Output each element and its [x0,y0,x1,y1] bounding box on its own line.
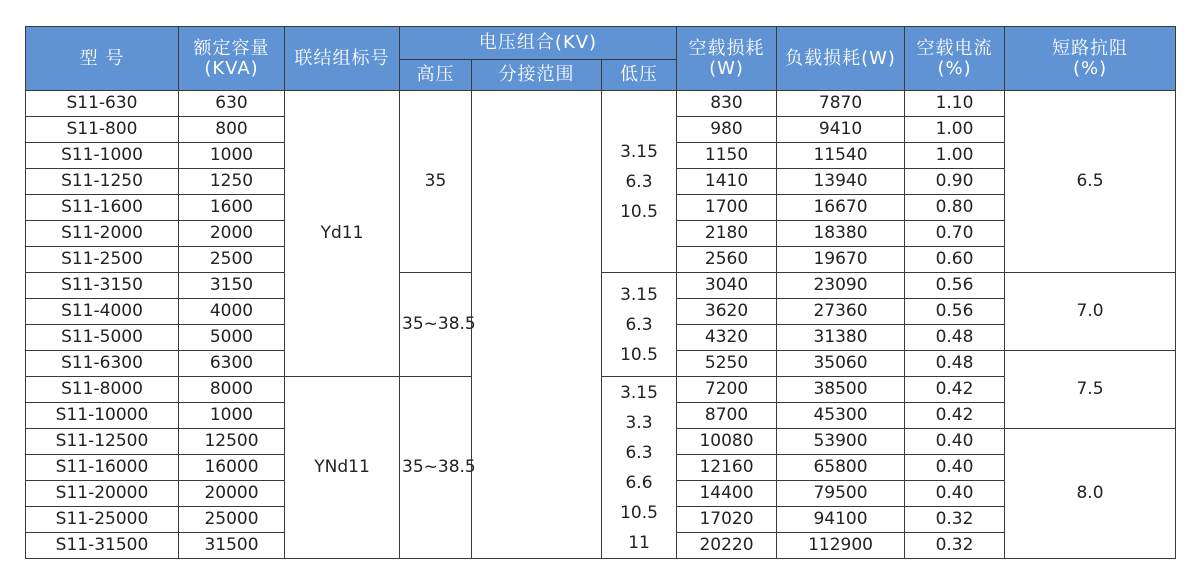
capacity-cell: 1600 [179,195,285,221]
capacity-cell: 16000 [179,455,285,481]
noload-current-cell: 1.10 [905,91,1005,117]
noload-loss-cell: 3040 [677,273,777,299]
group-cell: Yd11 [285,91,400,377]
group-cell: YNd11 [285,377,400,559]
noload-current-cell: 1.00 [905,117,1005,143]
header-impedance: 短路抗阻 (%) [1005,27,1176,91]
model-cell: S11-1000 [26,143,179,169]
lv-value: 3.15 [620,141,658,162]
capacity-cell: 630 [179,91,285,117]
capacity-cell: 800 [179,117,285,143]
noload-current-cell: 0.48 [905,351,1005,377]
header-voltage: 电压组合(KV) [400,27,677,60]
capacity-cell: 2000 [179,221,285,247]
noload-current-cell: 0.56 [905,273,1005,299]
noload-loss-cell: 1700 [677,195,777,221]
model-cell: S11-1250 [26,169,179,195]
model-cell: S11-31500 [26,533,179,559]
load-loss-cell: 112900 [777,533,905,559]
model-cell: S11-5000 [26,325,179,351]
load-loss-cell: 94100 [777,507,905,533]
capacity-cell: 1250 [179,169,285,195]
tap-range-cell [472,91,602,559]
table-row [26,91,1176,117]
noload-loss-cell: 8700 [677,403,777,429]
noload-current-cell: 0.48 [905,325,1005,351]
model-cell: S11-8000 [26,377,179,403]
noload-current-cell: 0.56 [905,299,1005,325]
lv-cell [602,273,677,377]
noload-loss-cell: 10080 [677,429,777,455]
header-lv: 低压 [602,60,677,91]
model-cell: S11-6300 [26,351,179,377]
header-capacity: 额定容量 (KVA) [179,27,285,91]
load-loss-cell: 19670 [777,247,905,273]
capacity-cell: 31500 [179,533,285,559]
noload-loss-cell: 1410 [677,169,777,195]
noload-current-cell: 0.42 [905,377,1005,403]
impedance-cell: 8.0 [1005,429,1176,559]
model-cell: S11-800 [26,117,179,143]
noload-current-cell: 0.40 [905,455,1005,481]
noload-current-cell: 0.42 [905,403,1005,429]
header-tap: 分接范围 [472,60,602,91]
load-loss-cell: 65800 [777,455,905,481]
lv-value: 6.3 [625,442,653,463]
impedance-cell: 6.5 [1005,91,1176,273]
lv-value: 3.3 [625,412,653,433]
capacity-cell: 25000 [179,507,285,533]
load-loss-cell: 11540 [777,143,905,169]
lv-value: 10.5 [620,344,658,365]
capacity-cell: 12500 [179,429,285,455]
noload-loss-cell: 3620 [677,299,777,325]
capacity-cell: 20000 [179,481,285,507]
noload-loss-cell: 1150 [677,143,777,169]
capacity-cell: 2500 [179,247,285,273]
noload-current-cell: 0.60 [905,247,1005,273]
model-cell: S11-2000 [26,221,179,247]
lv-value: 11 [628,532,650,553]
impedance-cell: 7.0 [1005,273,1176,351]
noload-current-cell: 0.40 [905,481,1005,507]
header-model: 型 号 [26,27,179,91]
lv-value: 3.15 [620,382,658,403]
capacity-cell: 3150 [179,273,285,299]
lv-value: 6.3 [625,314,653,335]
noload-loss-cell: 20220 [677,533,777,559]
impedance-cell: 7.5 [1005,351,1176,429]
capacity-cell: 1000 [179,143,285,169]
noload-loss-cell: 17020 [677,507,777,533]
model-cell: S11-630 [26,91,179,117]
noload-current-cell: 0.32 [905,507,1005,533]
model-cell: S11-1600 [26,195,179,221]
noload-loss-cell: 12160 [677,455,777,481]
table-body [26,27,1176,559]
capacity-cell: 1000 [179,403,285,429]
noload-loss-cell: 14400 [677,481,777,507]
load-loss-cell: 18380 [777,221,905,247]
noload-current-cell: 1.00 [905,143,1005,169]
load-loss-cell: 13940 [777,169,905,195]
lv-cell [602,377,677,559]
header-group: 联结组标号 [285,27,400,91]
load-loss-cell: 7870 [777,91,905,117]
noload-current-cell: 0.40 [905,429,1005,455]
model-cell: S11-12500 [26,429,179,455]
load-loss-cell: 31380 [777,325,905,351]
load-loss-cell: 9410 [777,117,905,143]
load-loss-cell: 45300 [777,403,905,429]
capacity-cell: 8000 [179,377,285,403]
noload-current-cell: 0.90 [905,169,1005,195]
load-loss-cell: 53900 [777,429,905,455]
model-cell: S11-20000 [26,481,179,507]
header-noload-current: 空载电流 (%) [905,27,1005,91]
model-cell: S11-16000 [26,455,179,481]
lv-value: 6.6 [625,472,653,493]
noload-loss-cell: 7200 [677,377,777,403]
noload-loss-cell: 2560 [677,247,777,273]
hv-cell: 35~38.5 [400,273,472,377]
noload-loss-cell: 830 [677,91,777,117]
noload-loss-cell: 980 [677,117,777,143]
capacity-cell: 6300 [179,351,285,377]
load-loss-cell: 16670 [777,195,905,221]
lv-value: 10.5 [620,201,658,222]
load-loss-cell: 35060 [777,351,905,377]
noload-loss-cell: 4320 [677,325,777,351]
load-loss-cell: 79500 [777,481,905,507]
load-loss-cell: 23090 [777,273,905,299]
hv-cell: 35 [400,91,472,273]
model-cell: S11-2500 [26,247,179,273]
capacity-cell: 5000 [179,325,285,351]
model-cell: S11-3150 [26,273,179,299]
header-hv: 高压 [400,60,472,91]
capacity-cell: 4000 [179,299,285,325]
transformer-spec-table [25,26,1176,559]
noload-current-cell: 0.70 [905,221,1005,247]
noload-loss-cell: 2180 [677,221,777,247]
lv-cell [602,91,677,273]
noload-current-cell: 0.80 [905,195,1005,221]
hv-cell: 35~38.5 [400,377,472,559]
noload-loss-cell: 5250 [677,351,777,377]
header-noload-loss: 空载损耗 (W) [677,27,777,91]
lv-value: 3.15 [620,284,658,305]
load-loss-cell: 27360 [777,299,905,325]
model-cell: S11-25000 [26,507,179,533]
model-cell: S11-10000 [26,403,179,429]
noload-current-cell: 0.32 [905,533,1005,559]
header-load-loss: 负载损耗(W) [777,27,905,91]
model-cell: S11-4000 [26,299,179,325]
load-loss-cell: 38500 [777,377,905,403]
lv-value: 6.3 [625,171,653,192]
lv-value: 10.5 [620,502,658,523]
